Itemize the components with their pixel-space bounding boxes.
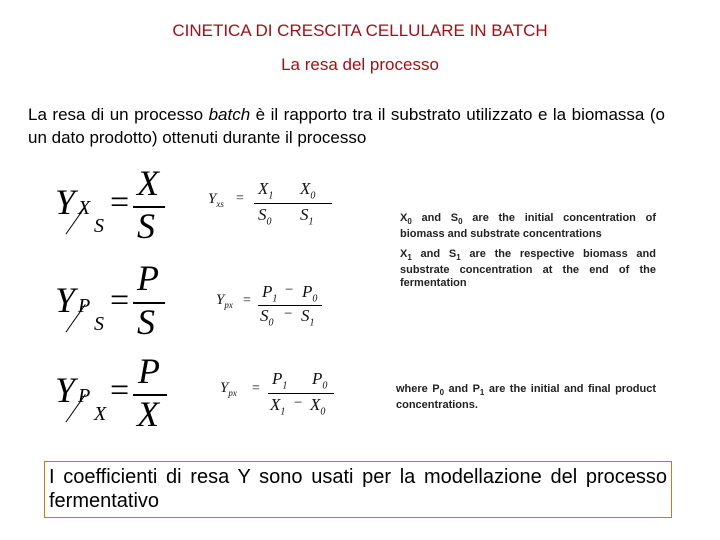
yps-Y: Y — [55, 280, 76, 320]
note-final: $X_1$ and $S_1$ are the respective biomass and substrate concentration at the end of the fermentation — [400, 248, 656, 290]
yxs-d1: $S_0$ — [258, 205, 272, 228]
yps-num: P — [137, 258, 159, 298]
ypx-den: X — [137, 394, 159, 434]
ypx-detail-bar — [268, 393, 334, 394]
yps-sub-top: P — [78, 295, 91, 317]
yps-eq: = — [110, 282, 130, 319]
ypx-sub-bot: X — [94, 403, 107, 425]
yxs-Y: Y — [55, 182, 76, 222]
yxs-detail-bar — [254, 203, 332, 204]
yps-n-minus: − — [285, 282, 294, 298]
ypx-n1: $P_1$ — [272, 369, 288, 392]
yxs-lhs-eq: = — [236, 191, 244, 206]
ypx-d1: $X_1$ — [270, 395, 286, 418]
ypx-lhs-eq: = — [252, 381, 260, 396]
yps-lhs-eq: = — [243, 293, 251, 308]
ypx-sub-top: P — [78, 385, 91, 407]
conclusion-text: I coefficienti di resa Y sono usati per la modellazione del processo fermentativo — [49, 466, 667, 512]
yxs-den: S — [137, 206, 155, 246]
conclusion-box — [44, 461, 672, 518]
yxs-num: X — [137, 163, 159, 203]
yxs-n1: $X_1$ — [258, 179, 274, 202]
yps-d-minus: − — [284, 306, 293, 322]
intro-emph: batch — [208, 105, 251, 124]
ypx-d-minus: − — [294, 395, 303, 411]
note-initial: $X_0$ and $S_0$ are the initial concentration of biomass and substrate concentrations — [400, 212, 656, 241]
yxs-sub-bot: S — [94, 215, 104, 237]
yxs-eq: = — [110, 184, 130, 221]
page-title — [0, 18, 720, 78]
yps-d1: $S_0$ — [260, 306, 274, 329]
yps-n1: $P_1$ — [262, 282, 278, 305]
ypx-Y: Y — [55, 370, 76, 410]
yps-den: S — [137, 302, 155, 342]
intro-paragraph — [28, 103, 665, 149]
yxs-d2: $S_1$ — [300, 205, 314, 228]
ypx-n2: $P_0$ — [312, 369, 328, 392]
yps-sub-bot: S — [94, 313, 104, 335]
yxs-n2: $X_0$ — [300, 179, 316, 202]
ypx-lhs: $Y_{px}$ — [220, 380, 237, 398]
note-product: where $P_0$ and $P_1$ are the initial and final product concentrations. — [396, 383, 657, 412]
title-main: CINETICA DI CRESCITA CELLULARE IN BATCH — [172, 21, 548, 40]
ypx-eq: = — [110, 372, 130, 409]
yps-lhs: $Y_{px}$ — [216, 292, 233, 310]
intro-after: è il rapporto tra il substrato utilizzato e la biomassa (o un dato prodotto) ottenuti durante il processo — [28, 105, 665, 147]
yxs-sub-top: X — [78, 197, 91, 219]
intro-before: La resa di un processo — [28, 105, 209, 124]
ypx-num: P — [138, 351, 160, 391]
yps-n2: $P_0$ — [302, 282, 318, 305]
yxs-lhs: $Y_{xs}$ — [208, 191, 224, 209]
ypx-d2: $X_0$ — [310, 395, 326, 418]
title-sub: La resa del processo — [281, 55, 439, 74]
yps-d2: $S_1$ — [301, 306, 315, 329]
